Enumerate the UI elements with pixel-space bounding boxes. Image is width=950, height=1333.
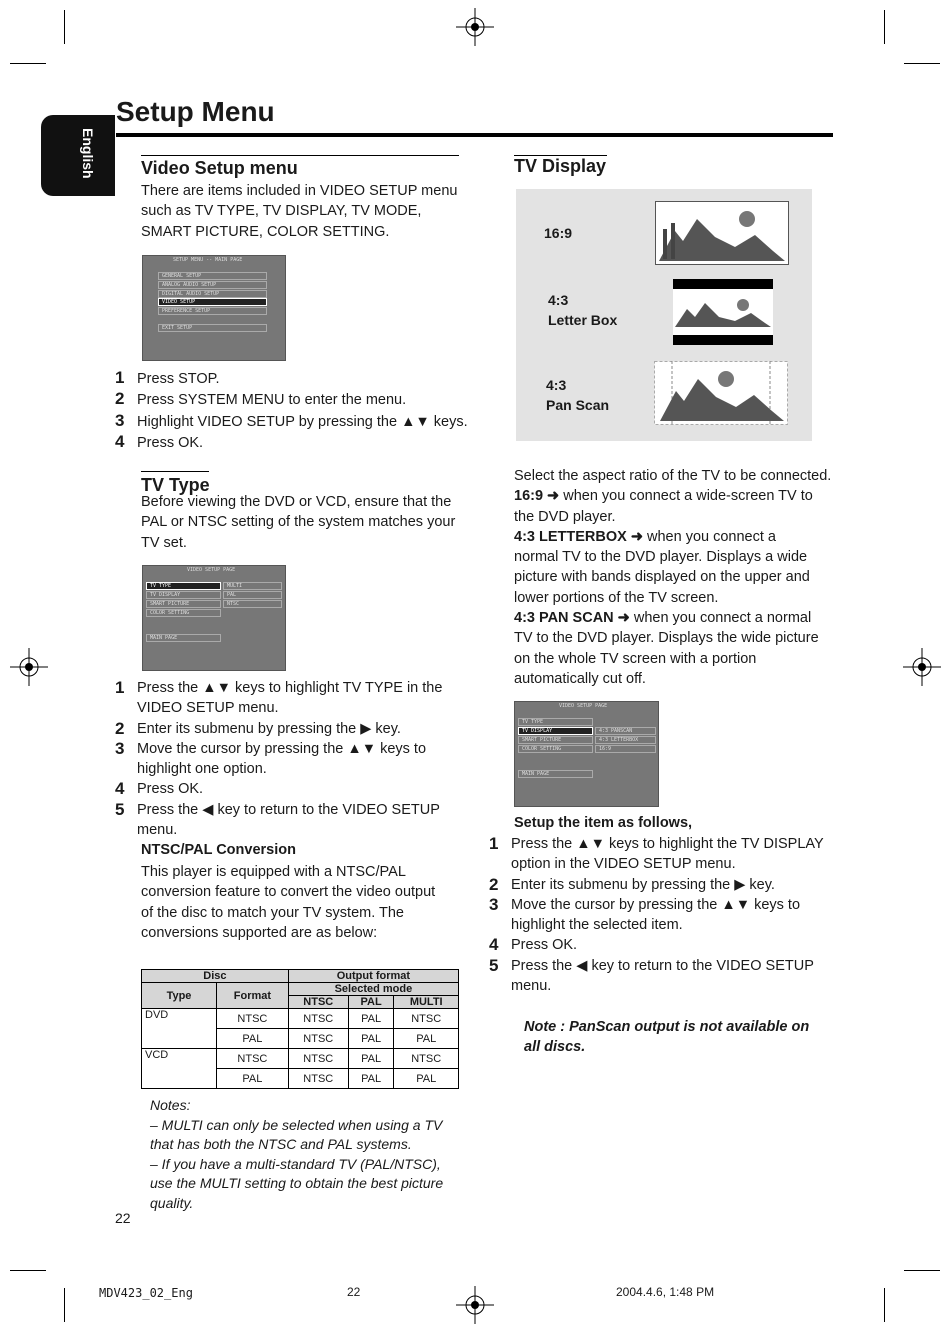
- video-setup-intro: There are items included in VIDEO SETUP menu such as TV TYPE, TV DISPLAY, TV MODE, SMART PICTURE, COLOR SETTING.: [141, 183, 458, 240]
- language-tab-label: English: [80, 128, 96, 179]
- tv-display-heading: TV Display: [514, 156, 607, 176]
- registration-mark-right-icon: [903, 648, 941, 686]
- video-setup-heading: Video Setup menu: [141, 158, 298, 178]
- video-setup-steps: 1 Press STOP. 2 Press SYSTEM MENU to enter the menu. 3 Highlight VIDEO SETUP by pressing the ▲▼ keys. 4 Press OK.: [115, 368, 468, 451]
- conversion-table: Disc Output format Type Format Selected mode NTSC PAL MULTI DVD NTSC NTSC PAL NTSC PAL NTSC PAL PAL VCD NTSC NTSC PAL NTSC PAL NTSC PAL PAL: [141, 969, 459, 1089]
- page-number: 22: [115, 1210, 131, 1226]
- section-rule: [141, 155, 459, 156]
- panscan-note: Note : PanScan output is not available on all discs.: [524, 1019, 810, 1055]
- figure-label-169: 16:9: [544, 225, 573, 241]
- tv-type-rule: [141, 471, 209, 472]
- page-title: Setup Menu: [116, 96, 275, 127]
- table-row: PAL NTSC PAL PAL: [142, 1029, 459, 1049]
- tv-type-menu-screenshot: VIDEO SETUP PAGE TV TYPE TV DISPLAY SMART PICTURE COLOR SETTING MAIN PAGE MULTI PAL NTSC: [142, 565, 286, 671]
- tv-display-description: Select the aspect ratio of the TV to be connected. 16:9 ➜ when you connect a wide-screen TV to the DVD player. 4:3 LETTERBOX ➜ when you connect a normal TV to the DVD player. Displays a wide picture with bands displayed on the upper and lower portions of the TV screen. 4:3 PAN SCAN ➜ when you connect a normal TV to the DVD player. Displays the wide picture on the whole TV screen with a portion automatically cut off.: [514, 468, 832, 687]
- table-header-format: Format: [217, 983, 289, 1009]
- table-header-type: Type: [142, 983, 217, 1009]
- widescreen-picture-icon: [655, 201, 789, 265]
- table-row: VCD NTSC NTSC PAL NTSC: [142, 1049, 459, 1069]
- footer-page: 22: [347, 1285, 361, 1299]
- notes: Notes: – MULTI can only be selected when using a TV that has both the NTSC and PAL systems. – If you have a multi-standard TV (PAL/NTSC), use the MULTI setting to obtain the best picture quality.: [150, 1097, 444, 1211]
- table-header-mode: Selected mode: [288, 983, 458, 996]
- tv-type-steps: 1 Press the ▲▼ keys to highlight TV TYPE in the VIDEO SETUP menu. 2 Enter its submenu by pressing the ▶ key. 3 Move the cursor by pressing the ▲▼ keys to highlight one option. 4 Press OK. 5 Press the ◀ key to return to the VIDEO SETUP menu.: [115, 678, 443, 839]
- tv-display-menu-screenshot: VIDEO SETUP PAGE TV TYPE TV DISPLAY SMART PICTURE COLOR SETTING MAIN PAGE 4:3 PANSCAN 4:3 LETTERBOX 16:9: [514, 701, 659, 807]
- table-row: DVD NTSC NTSC PAL NTSC: [142, 1009, 459, 1029]
- conversion-heading: NTSC/PAL Conversion: [141, 842, 296, 858]
- table-header-disc: Disc: [142, 970, 289, 983]
- letterbox-picture-icon: [673, 279, 773, 345]
- panscan-picture-icon: [654, 361, 788, 425]
- setup-main-menu-screenshot: SETUP MENU -- MAIN PAGE GENERAL SETUP ANALOG AUDIO SETUP DIGITAL AUDIO SETUP VIDEO SETUP PREFERENCE SETUP EXIT SETUP: [142, 255, 286, 361]
- aspect-ratio-figure: [516, 189, 812, 441]
- tv-type-heading: TV Type: [141, 475, 210, 495]
- registration-mark-top-icon: [456, 8, 494, 46]
- tv-type-intro: Before viewing the DVD or VCD, ensure that the PAL or NTSC setting of the system matches your TV set.: [141, 494, 456, 551]
- tv-display-steps: 1 Press the ▲▼ keys to highlight the TV DISPLAY option in the VIDEO SETUP menu. 2 Enter its submenu by pressing the ▶ key. 3 Move the cursor by pressing the ▲▼ keys to highlight the selected item. 4 Press OK. 5 Press the ◀ key to return to the VIDEO SETUP menu.: [489, 834, 824, 995]
- figure-label-panscan: 4:3 Pan Scan: [546, 377, 610, 413]
- title-rule: [116, 133, 833, 137]
- table-row: PAL NTSC PAL PAL: [142, 1069, 459, 1089]
- table-header-output: Output format: [288, 970, 458, 983]
- footer-file: MDV423_02_Eng: [99, 1286, 193, 1300]
- footer-date: 2004.4.6, 1:48 PM: [616, 1285, 715, 1299]
- registration-mark-bottom-icon: [456, 1286, 494, 1324]
- registration-mark-left-icon: [10, 648, 48, 686]
- figure-label-letterbox: 4:3 Letter Box: [548, 292, 618, 328]
- conversion-text: This player is equipped with a NTSC/PAL conversion feature to convert the video output of the disc to match your TV system. The conversions supported are as below:: [141, 864, 436, 941]
- language-tab: [41, 115, 115, 196]
- setup-subheading: Setup the item as follows,: [514, 815, 693, 831]
